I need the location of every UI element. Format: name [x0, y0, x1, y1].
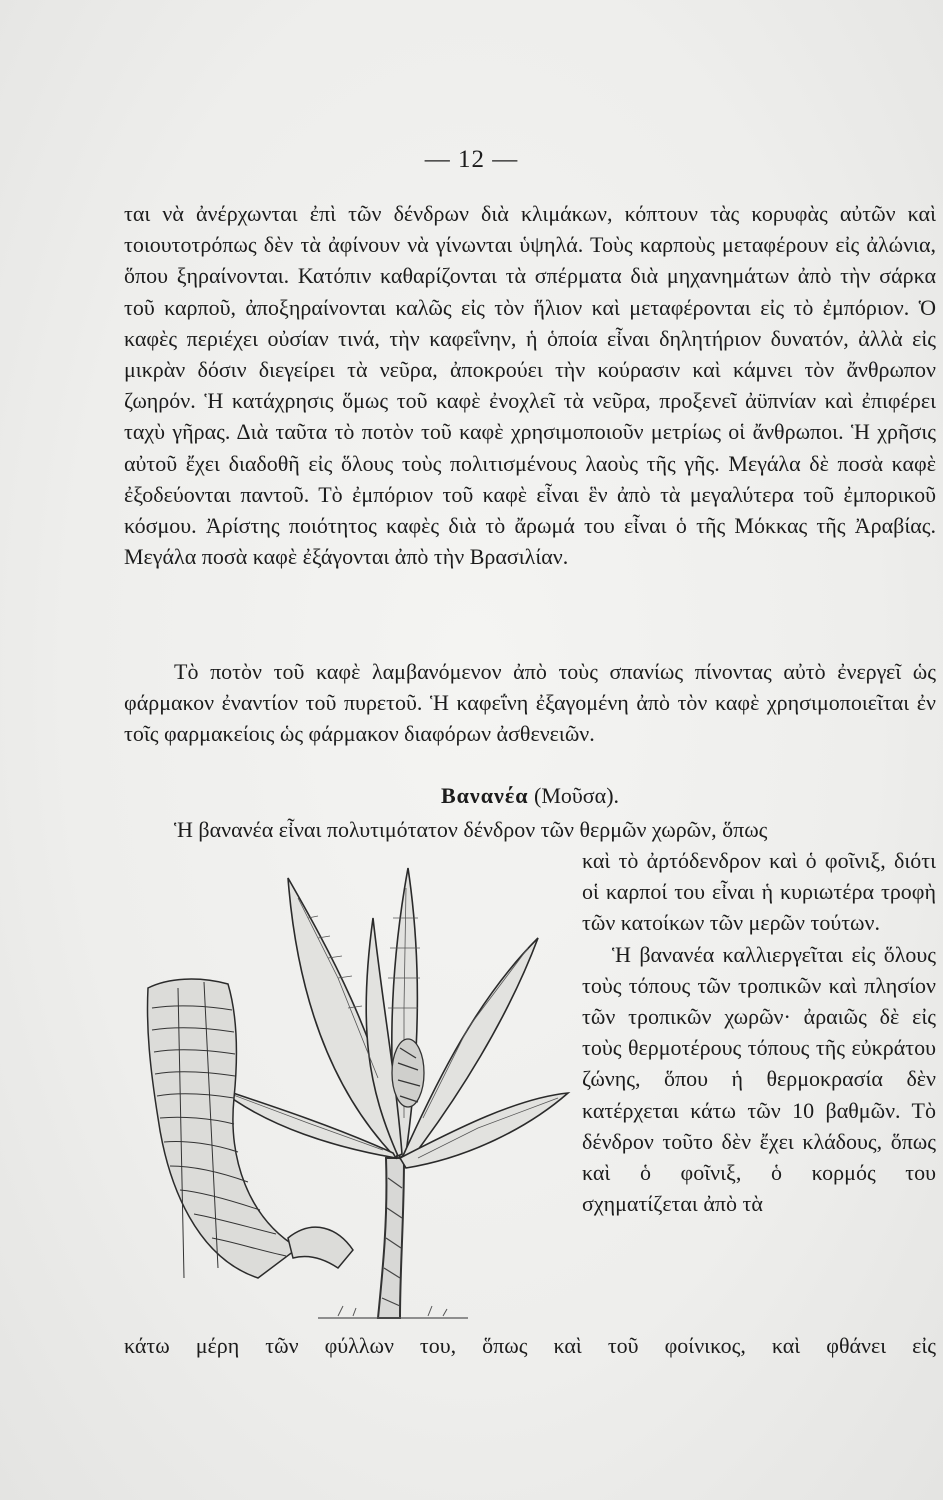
banana-side-column	[582, 845, 936, 1219]
banana-side-text-1: καὶ τὸ ἀρτόδενδρον καὶ ὁ φοῖνιξ, διότι οἱ καρποί του εἶναι ἡ κυριωτέρα τροφὴ τῶν κατοίκων τῶν μερῶν τούτων.	[582, 848, 936, 936]
page-number: — 12 —	[424, 146, 519, 173]
medicine-paragraph-text: Τὸ ποτὸν τοῦ καφὲ λαμβανόμενον ἀπὸ τοὺς σπανίως πίνοντας αὐτὸ ἐνεργεῖ ὡς φάρμακον ἐναντίον τοῦ πυρετοῦ. Ἡ καφεΐνη ἐξαγομένη ἀπὸ τὸν καφὲ χρησιμοποιεῖται ἐν τοῖς φαρμακείοις ὡς φάρμακον διαφόρων ἀσθενειῶν.	[124, 659, 936, 747]
banana-last-text: κάτω μέρη τῶν φύλλων του, ὅπως καὶ τοῦ φοίνικος, καὶ φθάνει εἰς	[124, 1333, 936, 1358]
banana-intro-line	[124, 814, 936, 845]
banana-tree-illustration	[138, 858, 578, 1328]
coffee-paragraph-text: ται νὰ ἀνέρχωνται ἐπὶ τῶν δένδρων διὰ κλιμάκων, κόπτουν τὰς κορυφὰς αὐτῶν καὶ τοιουτοτρόπως δὲν τὰ ἀφίνουν νὰ γίνωνται ὑψηλά. Τοὺς καρποὺς μεταφέρουν εἰς ἀλώνια, ὅπου ξηραίνονται. Κατόπιν καθαρίζονται τὰ σπέρματα διὰ μηχανημάτων ἀπὸ τὴν σάρκα τοῦ καρποῦ, ἀποξηραίνονται καλῶς εἰς τὸν ἥλιον καὶ μεταφέρονται εἰς τὸ ἐμπόριον. Ὁ καφὲς περιέχει οὐσίαν τινά, τὴν καφεΐνην, ἡ ὁποία εἶναι δηλητήριον δυνατόν, ἀλλὰ εἰς μικρὰν δόσιν διεγείρει τὰ νεῦρα, ἀποκρούει τὴν κούρασιν καὶ κάμνει τὸν ἄνθρωπον ζωηρόν. Ἡ κατάχρησις ὅμως τοῦ καφὲ ἐνοχλεῖ τὰ νεῦρα, προξενεῖ ἀϋπνίαν καὶ ἐπιφέρει ταχὺ γῆρας. Διὰ ταῦτα τὸ ποτὸν τοῦ καφὲ χρησιμοποιοῦν μετρίως οἱ ἄνθρωποι. Ἡ χρῆσις αὐτοῦ ἔχει διαδοθῆ εἰς ὅλους τοὺς πολιτισμένους λαοὺς τῆς γῆς. Μεγάλα δὲ ποσὰ καφὲ ἐξοδεύονται παντοῦ. Τὸ ἐμπόριον τοῦ καφὲ εἶναι ἓν ἀπὸ τὰ μεγαλύτερα τοῦ ἐμπορικοῦ κόσμου. Ἀρίστης ποιότητος καφὲς διὰ τὸ ἄρωμά του εἶναι ὁ τῆς Μόκκας τῆς Ἀραβίας. Μεγάλα ποσὰ καφὲ ἐξάγονται ἀπὸ τὴν Βρασιλίαν.	[124, 201, 936, 570]
section-title: Βανανέα	[440, 783, 529, 808]
section-heading	[124, 783, 936, 809]
banana-side-text-2: Ἡ βανανέα καλλιεργεῖται εἰς ὅλους τοὺς τόπους τῶν τροπικῶν καὶ πλησίον τῶν τροπικῶν χωρῶν· ἀραιῶς δὲ εἰς τοὺς θερμοτέρους τόπους τῆς εὐκράτου ζώνης, ὅπου ἡ θερμοκρασία δὲν κατέρχεται κάτω τῶν 10 βαθμῶν. Τὸ δένδρον τοῦτο δὲν ἔχει κλάδους, ὅπως καὶ ὁ φοῖνιξ, ὁ κορμός του σχηματίζεται ἀπὸ τὰ	[582, 941, 936, 1217]
banana-last-line	[124, 1330, 936, 1361]
coffee-paragraph	[124, 198, 936, 572]
banana-intro-text: Ἡ βανανέα εἶναι πολυτιμότατον δένδρον τῶν θερμῶν χωρῶν, ὅπως	[174, 817, 768, 842]
medicine-paragraph	[124, 656, 936, 750]
section-title-alt: (Μοῦσα).	[534, 783, 620, 808]
